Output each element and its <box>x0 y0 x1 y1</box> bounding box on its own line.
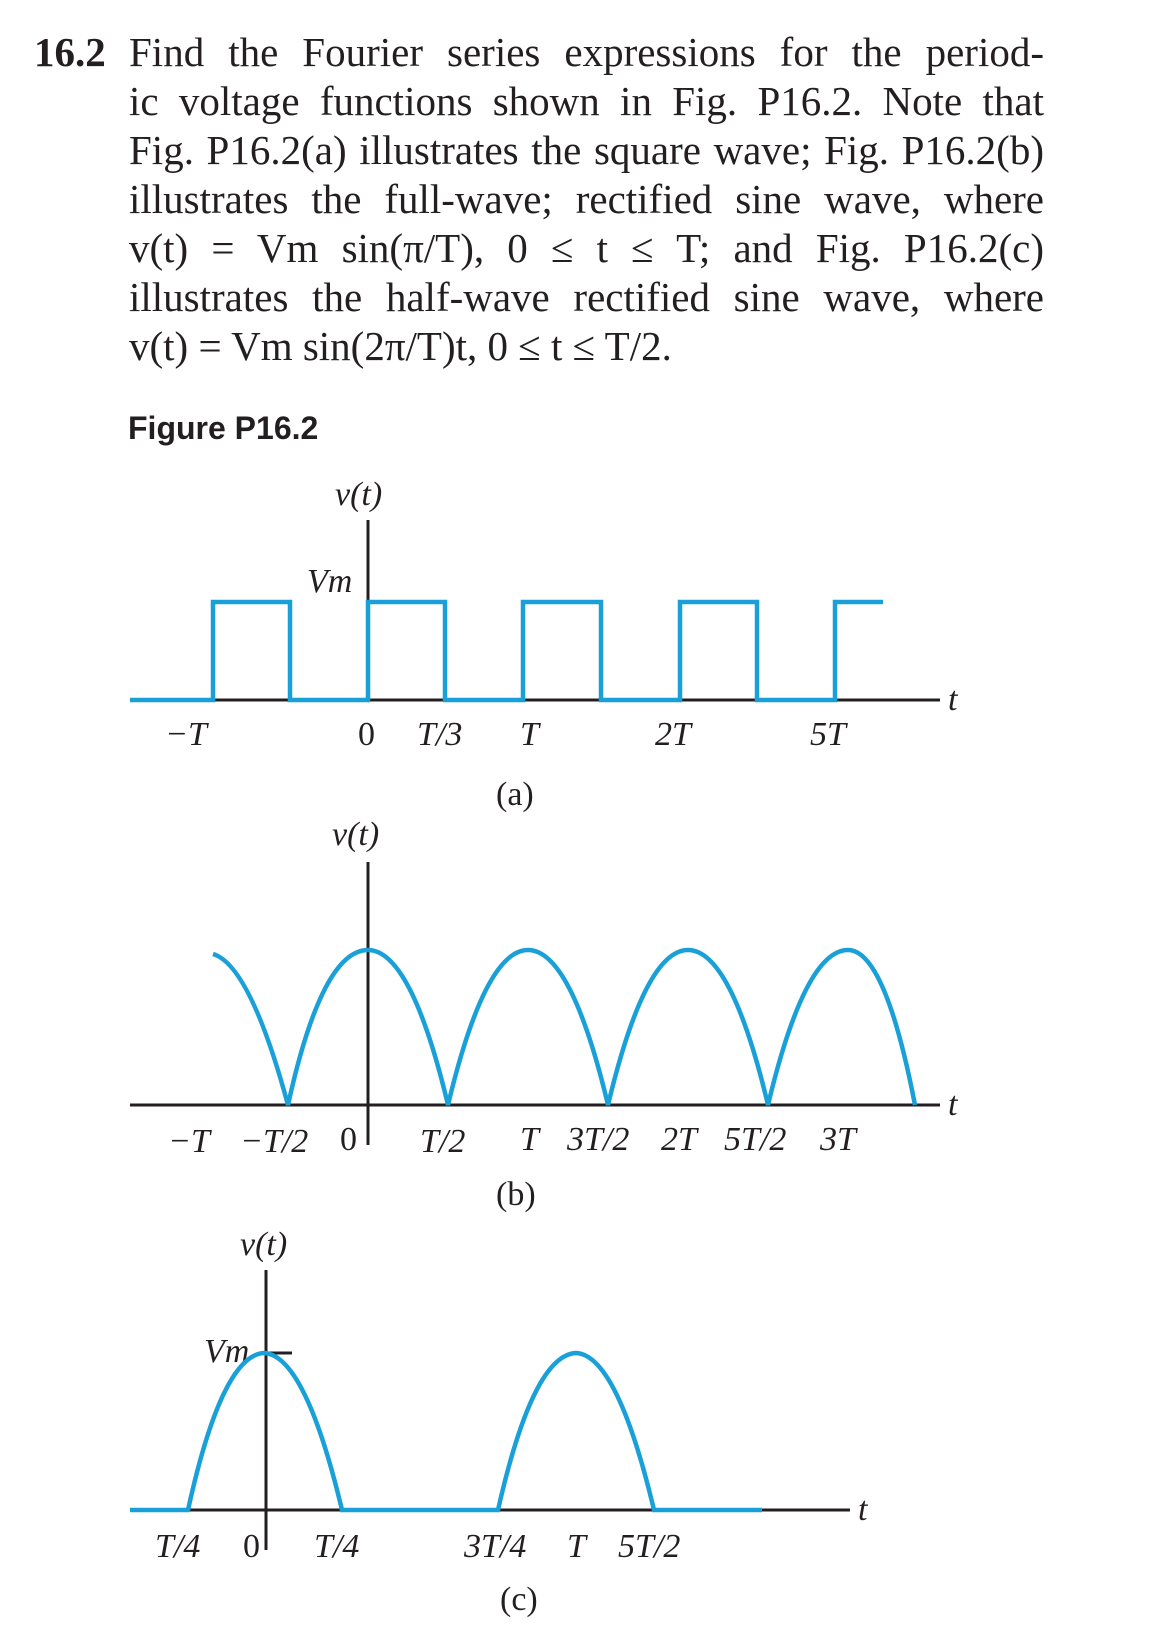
panel-b-tick: 5T/2 <box>724 1121 787 1158</box>
panel-b-tick: T <box>520 1121 539 1158</box>
panel-c-ylabel: v(t) <box>240 1226 288 1263</box>
panel-c-label: (c) <box>500 1581 538 1618</box>
figure-caption: Figure P16.2 <box>128 410 319 446</box>
panel-b-tick: 2T <box>661 1121 697 1158</box>
problem-line: Find the Fourier series expressions for the period- <box>129 29 1044 75</box>
panel-a <box>130 476 959 813</box>
panel-b-tick: −T <box>168 1123 210 1160</box>
problem-line: ic voltage functions shown in Fig. P16.2. Note that <box>129 78 1044 124</box>
panel-c-tick: T/4 <box>155 1528 201 1565</box>
panel-a-tick: T <box>520 716 539 753</box>
panel-b-tick: T/2 <box>420 1123 466 1160</box>
panel-b <box>130 816 959 1213</box>
panel-a-square-wave <box>130 602 883 700</box>
panel-c-tick: 0 <box>243 1528 260 1565</box>
panel-c-amplitude-label: Vm <box>204 1333 250 1370</box>
panel-a-xlabel: t <box>948 681 958 718</box>
problem-line: Fig. P16.2(a) illustrates the square wave; Fig. P16.2(b) <box>129 127 1044 173</box>
panel-c-xlabel: t <box>858 1491 868 1528</box>
panel-a-tick: −T <box>165 716 207 753</box>
panel-a-amplitude-label: Vm <box>307 563 353 600</box>
panel-b-tick: 0 <box>340 1121 357 1158</box>
panel-c-tick: T/4 <box>314 1528 360 1565</box>
panel-b-tick: 3T/2 <box>567 1121 630 1158</box>
panel-a-tick: T/3 <box>417 716 463 753</box>
panel-b-full-wave-sine <box>213 950 915 1105</box>
panel-a-ylabel: v(t) <box>335 476 383 513</box>
panel-b-label: (b) <box>496 1176 536 1213</box>
panel-c-half-wave-sine <box>130 1353 762 1510</box>
panel-b-tick: 3T <box>820 1121 856 1158</box>
panel-b-ylabel: v(t) <box>332 816 380 853</box>
panel-c-tick: T <box>567 1528 586 1565</box>
panel-a-tick: 0 <box>358 716 375 753</box>
panel-c-tick: 5T/2 <box>618 1528 681 1565</box>
panel-b-xlabel: t <box>948 1086 958 1123</box>
problem-line: illustrates the full-wave; rectified sine wave, where <box>129 176 1044 222</box>
panel-b-tick: −T/2 <box>240 1123 309 1160</box>
problem-line: v(t) = Vm sin(2π/T)t, 0 ≤ t ≤ T/2. <box>129 323 672 369</box>
problem-line: illustrates the half-wave rectified sine wave, where <box>129 274 1044 320</box>
panel-c-tick: 3T/4 <box>464 1528 527 1565</box>
problem-line: v(t) = Vm sin(π/T), 0 ≤ t ≤ T; and Fig. P16.2(c) <box>129 225 1044 271</box>
panel-a-tick: 2T <box>655 716 691 753</box>
panel-a-label: (a) <box>496 776 534 813</box>
panel-c <box>130 1226 869 1618</box>
problem-number: 16.2 <box>34 29 106 75</box>
panel-a-tick: 5T <box>810 716 846 753</box>
